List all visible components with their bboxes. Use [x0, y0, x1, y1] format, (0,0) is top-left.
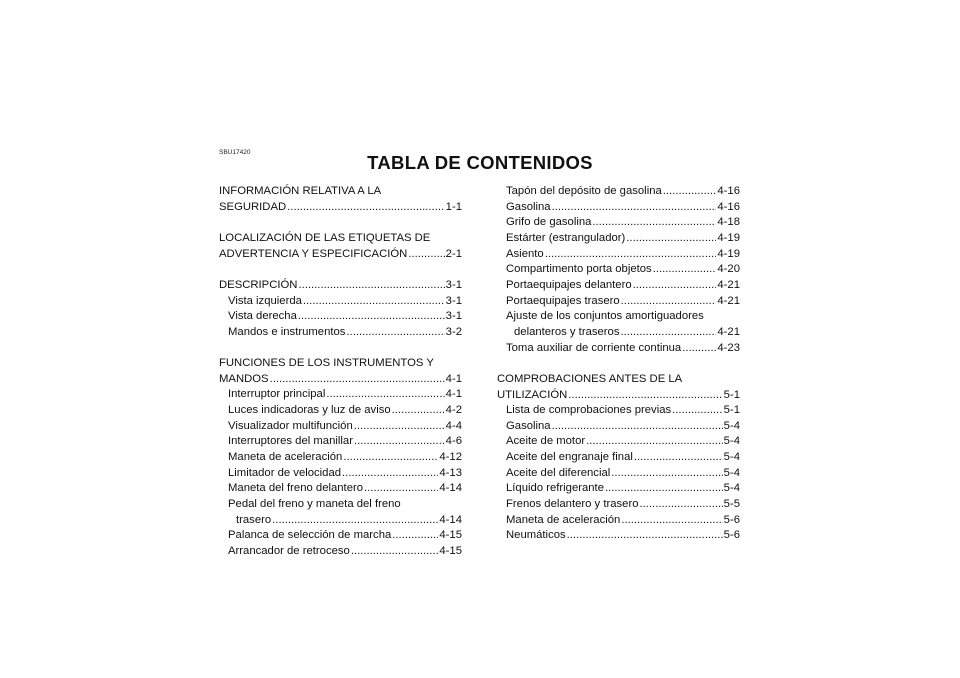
- toc-entry[interactable]: Limitador de velocidad ..... 4-13: [219, 466, 462, 482]
- toc-entry[interactable]: Portaequipajes delantero ..... 4-21: [497, 278, 740, 294]
- toc-entry-line: Pedal del freno y maneta del freno: [228, 498, 401, 511]
- toc-entry[interactable]: Portaequipajes trasero ..... 4-21: [497, 294, 740, 310]
- toc-entry[interactable]: Aceite del diferencial ..... 5-4: [497, 466, 740, 482]
- toc-entry[interactable]: Interruptores del manillar ..... 4-6: [219, 434, 462, 450]
- toc-section-title: FUNCIONES DE LOS INSTRUMENTOS Y: [219, 357, 434, 370]
- toc-entry[interactable]: Lista de comprobaciones previas ..... 5-1: [497, 403, 740, 419]
- toc-entry[interactable]: DESCRIPCIÓN ..... 3-1: [219, 278, 462, 294]
- toc-entry[interactable]: Palanca de selección de marcha ..... 4-15: [219, 528, 462, 544]
- toc-entry[interactable]: Compartimento porta objetos ..... 4-20: [497, 262, 740, 278]
- toc-entry[interactable]: Vista izquierda ..... 3-1: [219, 294, 462, 310]
- document-code: SBU17420: [219, 149, 251, 156]
- toc-entry[interactable]: trasero ..... 4-14: [219, 513, 462, 529]
- page-title: TABLA DE CONTENIDOS: [367, 152, 593, 173]
- toc-entry[interactable]: Maneta del freno delantero ..... 4-14: [219, 481, 462, 497]
- toc-entry[interactable]: Estárter (estrangulador) ..... 4-19: [497, 231, 740, 247]
- toc-entry[interactable]: Toma auxiliar de corriente continua ..... 4-23: [497, 341, 740, 357]
- toc-entry[interactable]: UTILIZACIÓN ..... 5-1: [497, 388, 740, 404]
- toc-entry[interactable]: delanteros y traseros ..... 4-21: [497, 325, 740, 341]
- toc-entry[interactable]: Mandos e instrumentos ..... 3-2: [219, 325, 462, 341]
- toc-entry[interactable]: ADVERTENCIA Y ESPECIFICACIÓN ..... 2-1: [219, 247, 462, 263]
- toc-entry[interactable]: Gasolina ..... 4-16: [497, 200, 740, 216]
- toc-entry[interactable]: Vista derecha ..... 3-1: [219, 309, 462, 325]
- toc-entry-line: Ajuste de los conjuntos amortiguadores: [506, 310, 704, 323]
- toc-entry[interactable]: Arrancador de retroceso ..... 4-15: [219, 544, 462, 560]
- toc-entry[interactable]: Gasolina ..... 5-4: [497, 419, 740, 435]
- toc-entry[interactable]: Tapón del depósito de gasolina ..... 4-16: [497, 184, 740, 200]
- toc-entry[interactable]: Aceite de motor ..... 5-4: [497, 434, 740, 450]
- toc-entry[interactable]: Líquido refrigerante ..... 5-4: [497, 481, 740, 497]
- toc-entry[interactable]: Luces indicadoras y luz de aviso ..... 4-2: [219, 403, 462, 419]
- toc-entry[interactable]: Maneta de aceleración ..... 5-6: [497, 513, 740, 529]
- toc-section-title: LOCALIZACIÓN DE LAS ETIQUETAS DE: [219, 231, 431, 244]
- toc-left-column: [219, 184, 462, 560]
- toc-section-title: COMPROBACIONES ANTES DE LA: [497, 372, 683, 385]
- toc-entry[interactable]: Maneta de aceleración ..... 4-12: [219, 450, 462, 466]
- toc-section-title: INFORMACIÓN RELATIVA A LA: [219, 185, 382, 197]
- toc-entry[interactable]: Visualizador multifunción ..... 4-4: [219, 419, 462, 435]
- toc-entry[interactable]: Aceite del engranaje final ..... 5-4: [497, 450, 740, 466]
- toc-entry[interactable]: SEGURIDAD ..... 1-1: [219, 200, 462, 216]
- toc-entry[interactable]: Neumáticos ..... 5-6: [497, 528, 740, 544]
- toc-right-column: [497, 184, 740, 544]
- toc-entry[interactable]: Interruptor principal ..... 4-1: [219, 387, 462, 403]
- toc-entry[interactable]: Frenos delantero y trasero ..... 5-5: [497, 497, 740, 513]
- toc-entry[interactable]: MANDOS ..... 4-1: [219, 372, 462, 388]
- toc-entry[interactable]: Asiento ..... 4-19: [497, 247, 740, 263]
- toc-entry[interactable]: Grifo de gasolina ..... 4-18: [497, 215, 740, 231]
